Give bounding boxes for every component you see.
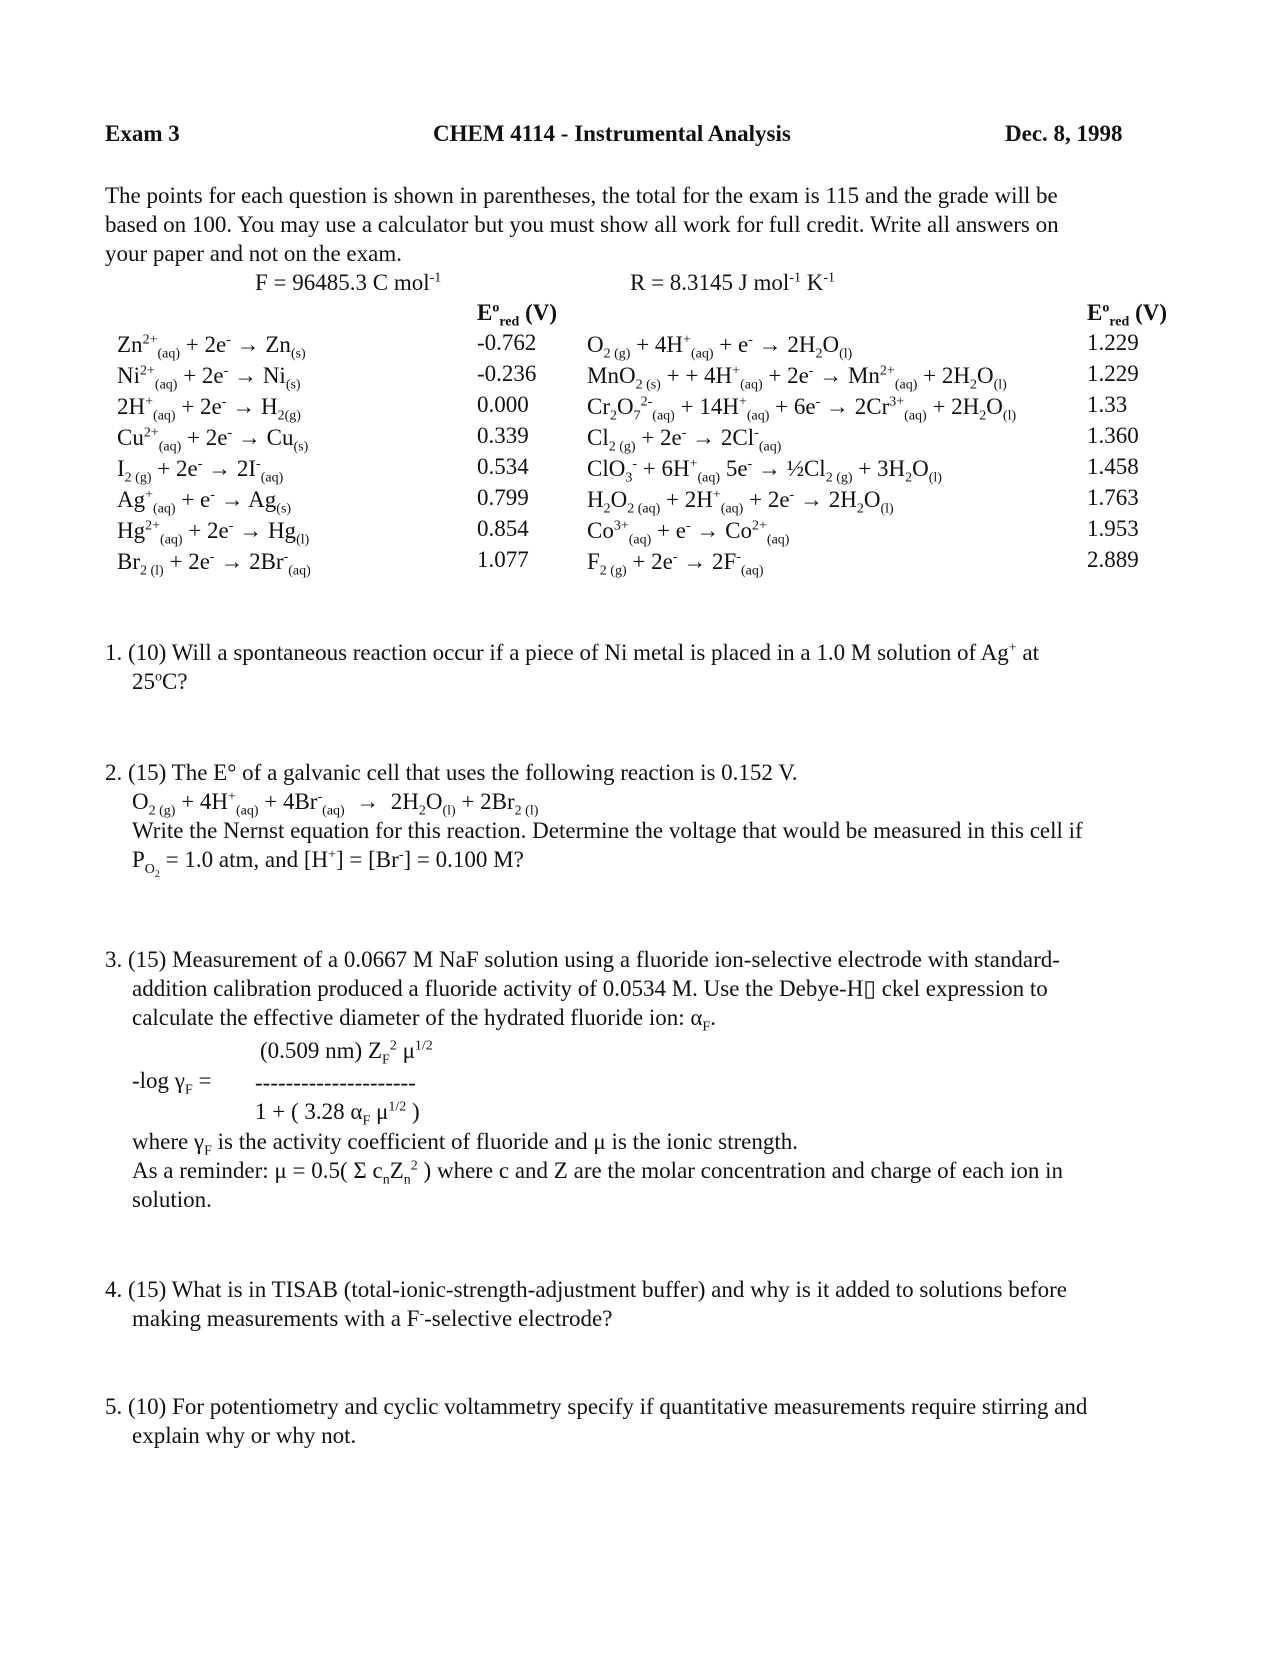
- potential-dichromate: 1.33: [1087, 392, 1128, 417]
- half-reaction-silver: $Ag^+_{(aq)} + e^- \to Ag_{(s)}$: [117, 487, 292, 517]
- potential-hydrogen: 0.000: [477, 392, 529, 417]
- potential-nickel: -0.236: [477, 361, 537, 386]
- half-reaction-mercury: $Hg^{2+}_{(aq)} + 2e^- \to Hg_{(l)}$: [117, 518, 310, 548]
- potential-iodine: 0.534: [477, 454, 529, 479]
- potential-copper: 0.339: [477, 423, 529, 448]
- instructions-line-3: your paper and not on the exam.: [105, 241, 402, 266]
- half-reaction-cobalt: $Co^{3+}_{(aq)} + e^- \to Co^{2+}_{(aq)}$: [587, 518, 790, 548]
- column-header-e-red-right: $E^o_{red}$ (V): [1087, 300, 1167, 330]
- gas-constant: R = 8.3145 J mol$^{-1}$ $K^{-1}$: [630, 270, 836, 295]
- half-reaction-peroxide: $H_2O_{2 (aq)} + 2H^+_{(aq)} + 2e^- \to 2H_2O_{(l)}$: [587, 487, 894, 517]
- equation-denominator: 1 + ( 3.28 $\alpha_F$ $\mu^{1/2}$ ): [255, 1099, 420, 1129]
- exam-date: Dec. 8, 1998: [1005, 121, 1123, 146]
- half-reaction-oxygen: $O_{2 (g)} + 4H^+_{(aq)} + e^- \to 2H_2O_{(l)}$: [587, 332, 853, 362]
- equation-numerator: (0.509 nm) $Z_F^2$ $\mu^{1/2}$: [260, 1038, 433, 1068]
- half-reaction-zinc: $Zn^{2+}_{(aq)} + 2e^- \to Zn_{(s)}$: [117, 332, 306, 362]
- half-reaction-iodine: $I_{2 (g)} + 2e^- \to 2I^-_{(aq)}$: [117, 456, 284, 486]
- question-1: 1. (10) Will a spontaneous reaction occur if a piece of Ni metal is placed in a 1.0 M solution of Ag+ at 25$^o$C?: [105, 640, 1039, 694]
- potential-oxygen: 1.229: [1087, 330, 1139, 355]
- potential-fluorine: 2.889: [1087, 547, 1139, 572]
- equation-lhs: -log $\gamma_F$ =: [132, 1068, 212, 1098]
- faraday-constant: F = 96485.3 C mol$^{-1}$: [255, 270, 442, 295]
- equation-fraction-bar: ---------------------: [255, 1070, 416, 1095]
- half-reaction-chlorate: $ClO_3^- + 6H^+_{(aq)}$ $5e^- \to \frac{1}{2}Cl_{2 (g)} + 3H_2O_{(l)}$: [587, 456, 942, 486]
- half-reaction-nickel: $Ni^{2+}_{(aq)} + 2e^- \to Ni_{(s)}$: [117, 363, 301, 393]
- question-4: 4. (15) What is in TISAB (total-ionic-strength-adjustment buffer) and why is it added to solutions before making measurements with a F--selective electrode?: [105, 1277, 1067, 1331]
- half-reaction-dichromate: $Cr_2O_7^{2-}_{(aq)} + 14H^+_{(aq)} + 6e^- \to 2Cr^{3+}_{(aq)} + 2H_2O_{(l)}$: [587, 394, 1017, 424]
- potential-bromine: 1.077: [477, 547, 529, 572]
- potential-chlorine: 1.360: [1087, 423, 1139, 448]
- exam-number: Exam 3: [105, 121, 180, 146]
- instructions: [105, 181, 1059, 268]
- half-reaction-chlorine: $Cl_{2 (g)} + 2e^- \to 2Cl^-_{(aq)}$: [587, 425, 782, 455]
- question-2-conditions: $P_{O_2} = 1.0$ atm, and [H+] = [Br-] = 0.100 M?: [132, 847, 524, 880]
- potential-chlorate: 1.458: [1087, 454, 1139, 479]
- question-5: 5. (10) For potentiometry and cyclic voltammetry specify if quantitative measurements require stirring and explain why or why not.: [105, 1394, 1088, 1448]
- question-2: 2. (15) The E° of a galvanic cell that uses the following reaction is 0.152 V. $O_{2 (g)} + 4H^+_{(aq)} + 4Br^-_{(aq)} \to 2H_2O_{(l)} + 2Br_{2 (l)}$ Write the Nernst equation for this reaction. Determine the voltage that would be measured in this cell if $P_{O_2} = 1.0$ atm, and [H+] = [Br-] = 0.100 M?: [105, 760, 1083, 880]
- instructions-line-1: The points for each question is shown in parentheses, the total for the exam is 115 and the grade will be: [105, 183, 1058, 208]
- potential-zinc: -0.762: [477, 330, 537, 355]
- column-header-e-red-left: $E^o_{red}$ (V): [477, 300, 557, 330]
- potential-cobalt: 1.953: [1087, 516, 1139, 541]
- half-reaction-fluorine: $F_{2 (g)} + 2e^- \to 2F^-_{(aq)}$: [587, 549, 764, 579]
- potential-manganese-dioxide: 1.229: [1087, 361, 1139, 386]
- potential-silver: 0.799: [477, 485, 529, 510]
- half-reaction-copper: $Cu^{2+}_{(aq)} + 2e^- \to Cu_{(s)}$: [117, 425, 309, 455]
- half-reaction-hydrogen: $2H^+_{(aq)} + 2e^- \to H_{2(g)}$: [117, 394, 301, 424]
- half-reaction-bromine: $Br_{2 (l)} + 2e^- \to 2Br^-_{(aq)}$: [117, 549, 311, 579]
- question-2-reaction: $O_{2 (g)} + 4H^+_{(aq)} + 4Br^-_{(aq)} \to 2H_2O_{(l)} + 2Br_{2 (l)}$: [132, 789, 539, 819]
- potential-peroxide: 1.763: [1087, 485, 1139, 510]
- potential-mercury: 0.854: [477, 516, 529, 541]
- question-3: 3. (15) Measurement of a 0.0667 M NaF solution using a fluoride ion-selective electrode with standard- addition calibration produced a fluoride activity of 0.0534 M. Use the Debye-H▯ ckel expression to calculate the effective diameter of the hydrated fluoride ion: $\alpha_F$.: [105, 947, 1060, 1035]
- course-title: CHEM 4114 - Instrumental Analysis: [433, 121, 791, 146]
- question-3-notes: where $\gamma_F$ is the activity coefficient of fluoride and μ is the ionic strength. As a reminder: μ = 0.5( Σ $c_nZ_n^2$ ) where c and Z are the molar concentration and charge of each ion in solution.: [132, 1129, 1063, 1212]
- instructions-line-2: based on 100. You may use a calculator but you must show all work for full credit. Write all answers on: [105, 212, 1059, 237]
- half-reaction-manganese-dioxide: MnO$_{2 (s)}$ + + $4H^+_{(aq)} + 2e^- \to Mn^{2+}_{(aq)} + 2H_2O_{(l)}$: [587, 363, 1007, 393]
